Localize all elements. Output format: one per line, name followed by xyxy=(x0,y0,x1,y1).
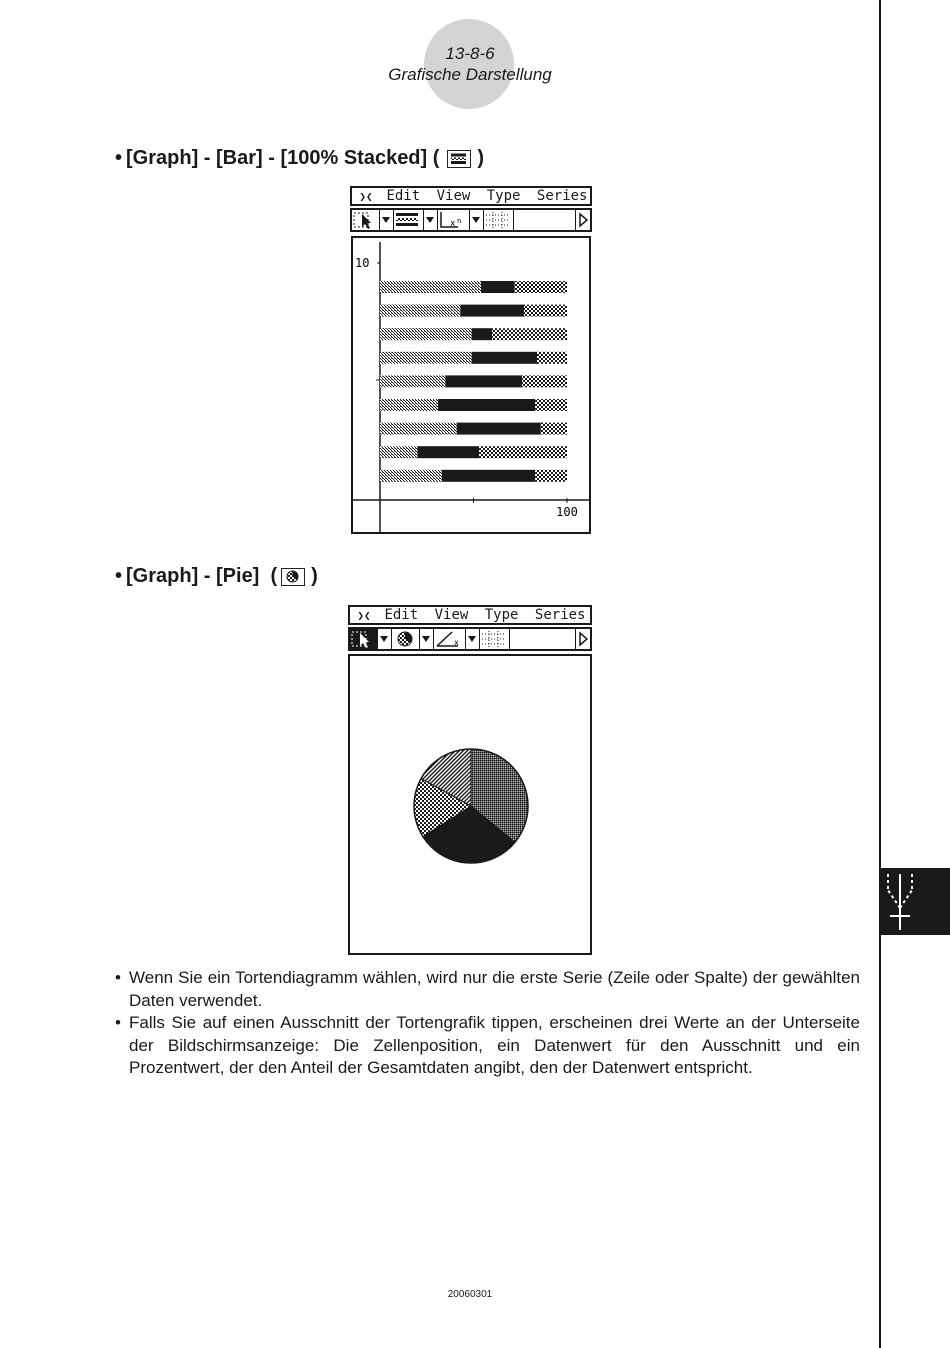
menu-type[interactable]: Type xyxy=(486,188,521,204)
bar-heading-text: [Graph] - [Bar] - [100% Stacked] ( xyxy=(126,147,440,169)
pie-icon xyxy=(281,568,305,586)
grid-icon[interactable] xyxy=(480,629,510,649)
grid-icon[interactable] xyxy=(484,210,514,230)
toolbar-spacer xyxy=(514,210,576,230)
bar-segment xyxy=(380,281,481,293)
bar-segment xyxy=(535,470,567,482)
menu-type[interactable]: Type xyxy=(484,607,519,623)
pointer-icon[interactable] xyxy=(352,210,380,230)
bar-segment xyxy=(522,375,567,387)
bar-segment xyxy=(438,399,535,411)
bar-segment xyxy=(472,352,537,364)
bar-segment xyxy=(380,305,460,317)
toolbar-spacer xyxy=(510,629,576,649)
note-item: • Falls Sie auf einen Ausschnitt der Tortengrafik tippen, erscheinen drei Werte an der Unterseite der Bildschirmsanzeige: Die Zellenposition, ein Datenwert für den Ausschnitt und ein Prozentwert, der den Anteil der Gesamtdaten angibt, den der Datenwert entspricht. xyxy=(115,1012,860,1080)
bar-heading-suffix: ) xyxy=(477,147,485,169)
bar-segment xyxy=(515,281,567,293)
bar-segment xyxy=(380,446,417,458)
menu-series[interactable]: Series xyxy=(534,607,586,623)
x-tick-label: 100 xyxy=(556,505,578,519)
menu-chevron-icon[interactable]: ❯❮ xyxy=(357,609,371,622)
heading-bullet: • xyxy=(115,147,123,169)
side-tab xyxy=(879,868,950,935)
bar-segment xyxy=(442,470,535,482)
bar-segment xyxy=(535,399,567,411)
right-margin-rule xyxy=(879,0,881,1348)
bar-segment xyxy=(445,375,522,387)
menu-bar xyxy=(348,605,592,625)
axis-x-icon[interactable] xyxy=(434,629,466,649)
footer-code: 20060301 xyxy=(447,1289,493,1300)
svg-text:x: x xyxy=(454,638,459,647)
toolbar xyxy=(348,627,592,651)
bar-segment xyxy=(380,399,438,411)
pie-heading-text: [Graph] - [Pie] ( xyxy=(126,565,278,587)
toolbar xyxy=(350,208,592,232)
menu-bar xyxy=(350,186,592,206)
bar-segment xyxy=(472,328,493,340)
bar-segment xyxy=(380,470,442,482)
dropdown-arrow-icon[interactable] xyxy=(378,629,392,649)
menu-view[interactable]: View xyxy=(436,188,471,204)
header-circle xyxy=(424,19,514,109)
svg-text:x: x xyxy=(450,219,456,229)
stacked-bar-icon[interactable] xyxy=(394,210,424,230)
dropdown-arrow-icon[interactable] xyxy=(470,210,484,230)
dropdown-arrow-icon[interactable] xyxy=(420,629,434,649)
pie-section-heading xyxy=(115,565,318,588)
bar-section-heading xyxy=(115,147,484,170)
bar-graph-window xyxy=(351,236,591,534)
scroll-right-icon[interactable] xyxy=(576,210,590,230)
dropdown-arrow-icon[interactable] xyxy=(380,210,394,230)
bar-segment xyxy=(380,352,472,364)
scroll-right-icon[interactable] xyxy=(576,629,590,649)
bar-segment xyxy=(460,305,524,317)
page-number: 13-8-6 xyxy=(445,44,495,63)
bar-segment xyxy=(492,328,567,340)
bar-segment xyxy=(479,446,567,458)
bar-chart xyxy=(353,238,589,532)
menu-chevron-icon[interactable]: ❯❮ xyxy=(359,190,373,203)
stacked-bar-icon xyxy=(447,150,471,168)
bar-segment xyxy=(380,423,457,435)
y-tick-label: 10 xyxy=(355,256,370,270)
statistics-tree-icon xyxy=(879,868,950,935)
bar-segment xyxy=(541,423,567,435)
pie-heading-suffix: ) xyxy=(311,565,318,587)
menu-series[interactable]: Series xyxy=(536,188,588,204)
pie-graph-window xyxy=(348,654,592,955)
notes xyxy=(115,967,860,1080)
svg-text:n: n xyxy=(457,217,462,225)
heading-bullet: • xyxy=(115,565,123,587)
dropdown-arrow-icon[interactable] xyxy=(466,629,480,649)
pointer-icon[interactable] xyxy=(350,629,378,649)
bar-segment xyxy=(380,375,445,387)
dropdown-arrow-icon[interactable] xyxy=(424,210,438,230)
bar-segment xyxy=(380,328,472,340)
note-item: • Wenn Sie ein Tortendiagramm wählen, wird nur die erste Serie (Zeile oder Spalte) der gewählten Daten verwendet. xyxy=(115,967,860,1012)
menu-edit[interactable]: Edit xyxy=(384,607,419,623)
menu-view[interactable]: View xyxy=(434,607,469,623)
pie-chart xyxy=(350,656,590,953)
axis-xn-icon[interactable] xyxy=(438,210,470,230)
bar-segment xyxy=(537,352,567,364)
bar-segment xyxy=(481,281,515,293)
bar-segment xyxy=(524,305,567,317)
bar-segment xyxy=(457,423,541,435)
section-title: Grafische Darstellung xyxy=(388,65,552,84)
bar-segment xyxy=(417,446,479,458)
menu-edit[interactable]: Edit xyxy=(386,188,421,204)
pie-icon[interactable] xyxy=(392,629,420,649)
